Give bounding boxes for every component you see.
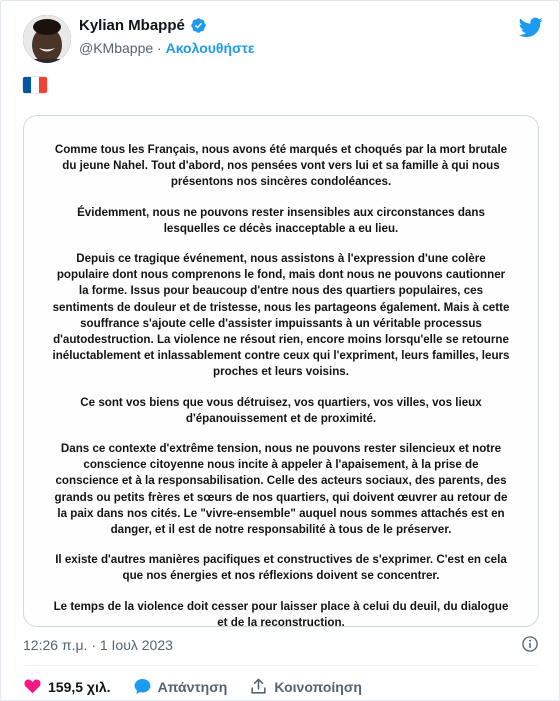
divider [23, 665, 539, 666]
reply-button[interactable] [133, 677, 228, 696]
share-upload-icon [249, 677, 268, 696]
info-icon[interactable] [521, 635, 539, 653]
twitter-bird-icon[interactable] [519, 15, 543, 39]
france-flag-emoji [23, 77, 47, 93]
statement-paragraph: Ce sont vos biens que vous détruisez, vos quartiers, vos villes, vos lieux d'épanouissement et de proximité. [80, 395, 482, 425]
like-button[interactable] [23, 677, 111, 696]
statement-paragraph: Comme tous les Français, nous avons été marqués et choqués par la mort brutale du jeune Nahel. Tout d'abord, nos pensées vont vers lui et sa famille à qui nous présentons nos sincères condoléances. [54, 143, 508, 189]
handle-separator: · [153, 40, 166, 56]
follow-button[interactable]: Ακολουθήστε [165, 40, 255, 56]
verified-badge-icon [190, 17, 207, 34]
like-count: 159,5 χιλ. [48, 678, 111, 695]
statement-paragraph: Évidemment, nous ne pouvons rester insensibles aux circonstances dans lesquelles ce décès inacceptable a eu lieu. [77, 205, 485, 235]
avatar[interactable] [23, 15, 71, 63]
action-bar [23, 677, 384, 696]
reply-bubble-icon [133, 677, 152, 696]
avatar-image [23, 15, 71, 63]
statement-text [52, 142, 510, 645]
tweet-timestamp[interactable]: 12:26 π.μ. · 1 Ιουλ 2023 [23, 637, 173, 653]
statement-paragraph: Il existe d'autres manières pacifiques et constructives de s'exprimer. C'est en cela que nos énergies et nos réflexions doivent se concentrer. [55, 553, 507, 583]
reply-label: Απάντηση [157, 678, 228, 695]
statement-paragraph: Le temps de la violence doit cesser pour laisser place à celui du deuil, du dialogue et de la reconstruction. [53, 599, 509, 629]
author-handle-row [79, 40, 255, 56]
author-name[interactable]: Kylian Mbappé [79, 17, 185, 34]
share-button[interactable] [249, 677, 362, 696]
statement-paragraph: Dans ce contexte d'extrême tension, nous ne pouvons rester silencieux et notre conscience citoyenne nous incite à appeler à l'apaisement, à la prise de conscience et à la responsabilisation. Celle des acteurs sociaux, des parents, des grands ou petits frères et sœurs de nos quartiers, qui doivent œuvrer au retour de la paix dans nos cités. Le "vivre-ensemble" auquel nous sommes attachés est en danger, et il est de notre responsabilité à tous de le préserver. [54, 442, 508, 537]
share-label: Κοινοποίηση [274, 678, 362, 695]
heart-icon [23, 677, 42, 696]
statement-paragraph: Depuis ce tragique événement, nous assistons à l'expression d'une colère populaire dont nous comprenons le fond, mais dont nous ne pouvons cautionner la forme. Issus pour beaucoup d'entre nous des quartiers populaires, ces sentiments de douleur et de tristesse, nous les partageons également. Mais à cette souffrance s'ajoute celle d'assister impuissants à un véritable processus d'autodestruction. La violence ne résout rien, encore moins lorsqu'elle se retourne inéluctablement et inlassablement contre ceux qui l'expriment, leurs familles, leurs proches et leurs voisins. [52, 252, 510, 379]
statement-image[interactable] [23, 115, 539, 627]
author-name-row [79, 17, 207, 34]
author-handle[interactable]: @KMbappe [79, 40, 154, 56]
